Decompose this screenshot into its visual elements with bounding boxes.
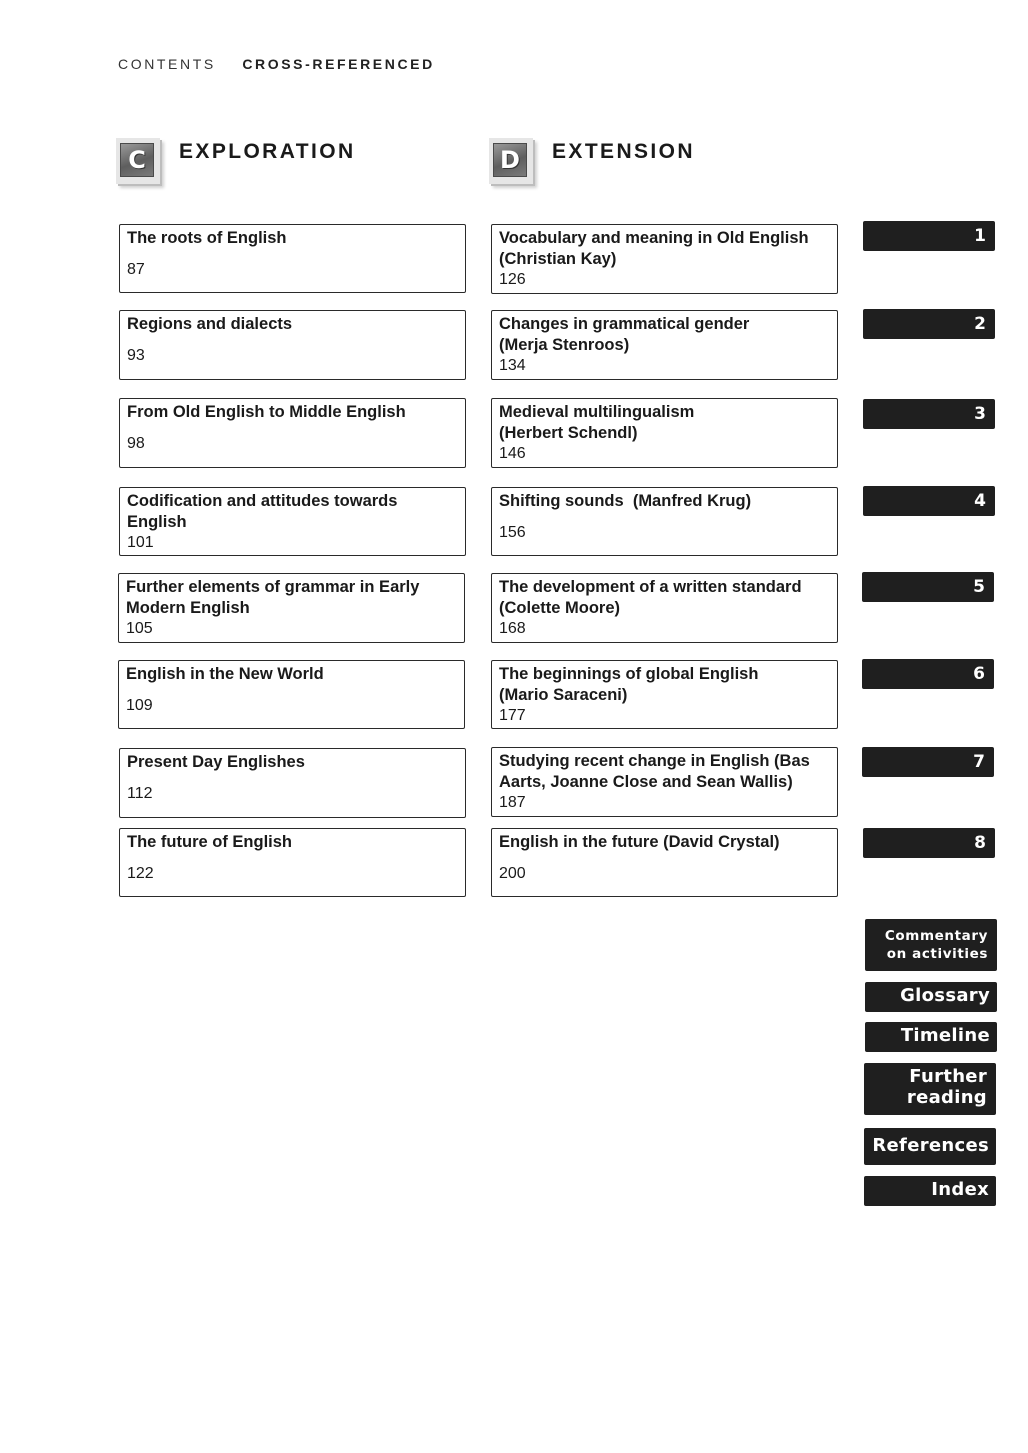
tab-commentary[interactable]: [865, 919, 997, 971]
entry-page: 134: [499, 357, 526, 374]
tab-commentary-line1: Commentary: [884, 928, 988, 944]
exploration-entry[interactable]: [118, 660, 465, 729]
entry-page: 105: [126, 620, 153, 637]
entry-page: 93: [127, 347, 145, 364]
entry-title: Further elements of grammar in Early Modern English: [126, 578, 420, 617]
section-title-exploration: EXPLORATION: [179, 140, 356, 163]
section-title-extension: EXTENSION: [552, 140, 695, 163]
unit-tab-1[interactable]: 1: [863, 221, 995, 251]
exploration-entry[interactable]: [119, 487, 466, 556]
entry-page: 109: [126, 697, 153, 714]
entry-title: English in the New World: [126, 665, 324, 683]
entry-title: The roots of English: [127, 229, 287, 247]
tab-references[interactable]: References: [864, 1128, 996, 1165]
entry-title: The future of English: [127, 833, 292, 851]
entry-page: 146: [499, 445, 526, 462]
extension-entry[interactable]: [491, 398, 838, 468]
entry-page: 168: [499, 620, 526, 637]
tab-index[interactable]: Index: [864, 1176, 996, 1206]
entry-title: The beginnings of global English (Mario Saraceni): [499, 665, 759, 704]
running-head-contents: CONTENTS: [118, 56, 216, 72]
exploration-entry[interactable]: [118, 573, 465, 643]
section-header-extension: [489, 138, 695, 184]
entry-title: Shifting sounds (Manfred Krug): [499, 492, 752, 510]
section-c-badge-letter: C: [120, 143, 154, 177]
tab-further-reading[interactable]: [864, 1063, 996, 1115]
tab-glossary[interactable]: Glossary: [865, 982, 997, 1012]
entry-title: English in the future (David Crystal): [499, 833, 780, 851]
tab-further-line1: Further: [909, 1066, 987, 1087]
entry-page: 177: [499, 707, 526, 724]
exploration-entry[interactable]: [119, 398, 466, 468]
exploration-entry[interactable]: [119, 748, 466, 818]
entry-title: From Old English to Middle English: [127, 403, 406, 421]
entry-page: 200: [499, 865, 526, 882]
section-d-badge-icon: [489, 138, 533, 184]
tab-further-line2: reading: [906, 1087, 987, 1108]
entry-page: 156: [499, 524, 526, 541]
unit-tab-5[interactable]: 5: [862, 572, 994, 602]
unit-tab-3[interactable]: 3: [863, 399, 995, 429]
entry-title: The development of a written standard (Colette Moore): [499, 578, 802, 617]
entry-title: Changes in grammatical gender (Merja Stenroos): [499, 315, 750, 354]
exploration-entry[interactable]: [119, 310, 466, 380]
entry-page: 122: [127, 865, 154, 882]
extension-entry[interactable]: [491, 224, 838, 294]
exploration-entry[interactable]: [119, 828, 466, 897]
entry-page: 98: [127, 435, 145, 452]
extension-entry[interactable]: [491, 310, 838, 380]
entry-title: Vocabulary and meaning in Old English (Christian Kay): [499, 229, 809, 268]
section-c-badge-icon: [116, 138, 160, 184]
running-head: [118, 56, 435, 72]
exploration-entry[interactable]: [119, 224, 466, 293]
tab-commentary-line2: on activities: [886, 946, 988, 962]
entry-page: 126: [499, 271, 526, 288]
entry-title: Medieval multilingualism (Herbert Schendl): [499, 403, 695, 442]
tab-timeline[interactable]: Timeline: [865, 1022, 997, 1052]
section-header-exploration: [116, 138, 356, 184]
entry-title: Regions and dialects: [127, 315, 293, 333]
unit-tab-8[interactable]: 8: [863, 828, 995, 858]
extension-entry[interactable]: [491, 828, 838, 897]
extension-entry[interactable]: [491, 573, 838, 643]
entry-page: 187: [499, 794, 526, 811]
unit-tab-2[interactable]: 2: [863, 309, 995, 339]
section-d-badge-letter: D: [493, 143, 527, 177]
entry-title: Studying recent change in English (Bas Aarts, Joanne Close and Sean Wallis): [499, 752, 810, 791]
extension-entry[interactable]: [491, 487, 838, 556]
extension-entry[interactable]: [491, 747, 838, 817]
unit-tab-4[interactable]: 4: [863, 486, 995, 516]
unit-tab-7[interactable]: 7: [862, 747, 994, 777]
entry-title: Present Day Englishes: [127, 753, 305, 771]
extension-entry[interactable]: [491, 660, 838, 729]
entry-page: 87: [127, 261, 145, 278]
entry-page: 112: [127, 785, 153, 802]
entry-page: 101: [127, 534, 154, 551]
running-head-subtitle: CROSS-REFERENCED: [242, 56, 435, 72]
unit-tab-6[interactable]: 6: [862, 659, 994, 689]
entry-title: Codification and attitudes towards English: [127, 492, 398, 531]
